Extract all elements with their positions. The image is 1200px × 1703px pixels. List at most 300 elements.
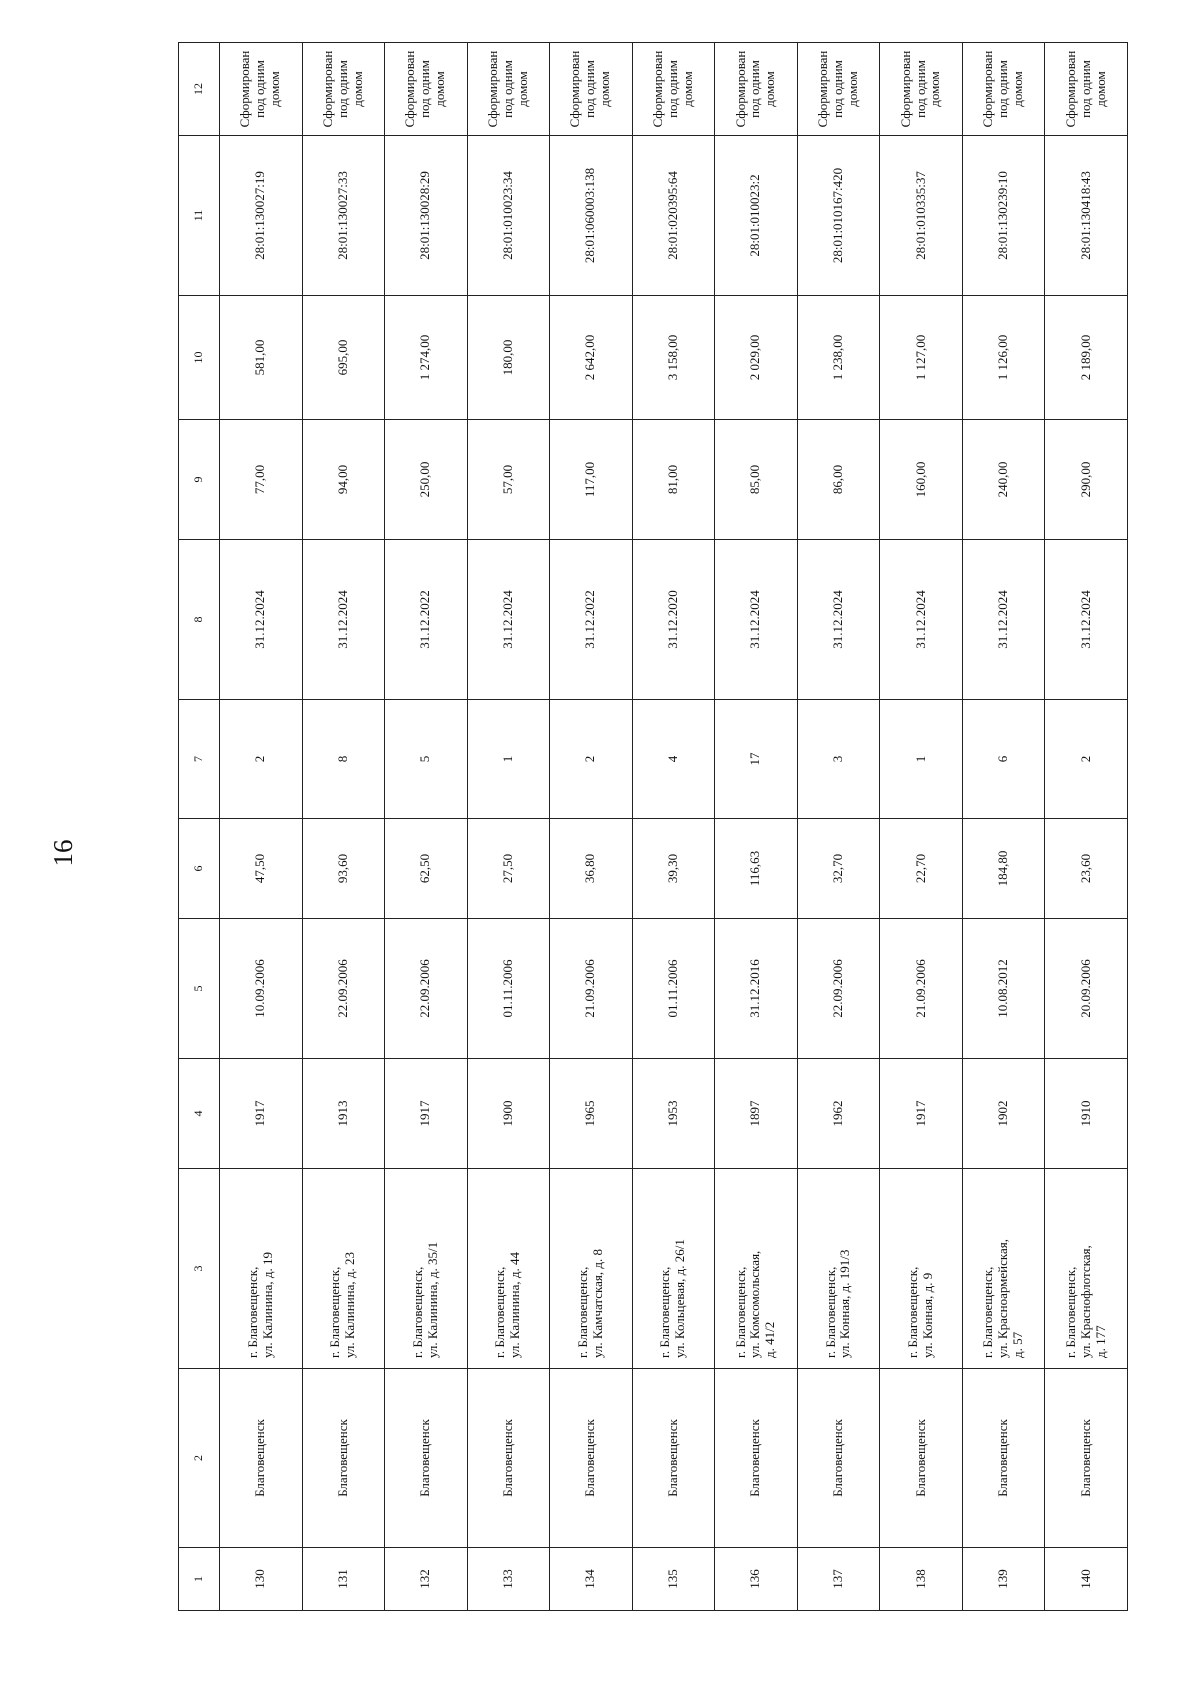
count-line: 3 <box>830 755 846 763</box>
area-line: 93,60 <box>334 853 350 884</box>
built-year-line: 1913 <box>334 1100 350 1127</box>
status-line: под одним <box>830 60 846 118</box>
area-cell <box>880 819 963 919</box>
table-row <box>632 43 715 1611</box>
area-line: 116,63 <box>747 850 763 887</box>
count-line: 1 <box>499 755 515 763</box>
date-line: 01.11.2006 <box>664 959 680 1018</box>
cadastral-number-line: 28:01:060003:138 <box>582 167 598 264</box>
column-header-1: 1 <box>179 1548 220 1611</box>
built-year-line: 1902 <box>995 1100 1011 1127</box>
land-share-line: 81,00 <box>664 464 680 495</box>
date-line: 22.09.2006 <box>334 959 350 1018</box>
land-area-cell <box>632 296 715 420</box>
deadline-date-cell <box>632 540 715 700</box>
city-cell <box>220 1369 303 1548</box>
built-year-line: 1910 <box>1077 1100 1093 1127</box>
deadline-date-line: 31.12.2024 <box>912 590 928 649</box>
area-line: 39,30 <box>664 853 680 884</box>
area-cell <box>715 819 798 919</box>
count-cell <box>797 700 880 819</box>
city-cell <box>1045 1369 1128 1548</box>
area-cell <box>385 819 468 919</box>
status-cell <box>632 43 715 136</box>
built-year-line: 1917 <box>417 1100 433 1127</box>
count-line: 2 <box>582 755 598 763</box>
status-line: под одним <box>995 60 1011 118</box>
table-row <box>715 43 798 1611</box>
land-area-cell <box>962 296 1045 420</box>
land-share-cell <box>220 420 303 540</box>
count-line: 4 <box>664 755 680 763</box>
address-line: г. Благовещенск, <box>822 1266 838 1358</box>
status-cell <box>550 43 633 136</box>
built-year-cell <box>1045 1059 1128 1169</box>
cadastral-number-cell <box>880 136 963 296</box>
row-number-line: 139 <box>995 1569 1011 1589</box>
date-cell <box>715 919 798 1059</box>
land-share-line: 57,00 <box>499 464 515 495</box>
register-table <box>178 42 1128 1611</box>
city-cell <box>797 1369 880 1548</box>
address-line: ул. Калинина, д. 23 <box>342 1252 358 1358</box>
status-line: Сформирован <box>567 50 583 128</box>
row-number-cell <box>1045 1548 1128 1611</box>
row-number-cell <box>550 1548 633 1611</box>
status-line: под одним <box>417 60 433 118</box>
table-row <box>1045 43 1128 1611</box>
deadline-date-line: 31.12.2024 <box>334 590 350 649</box>
date-line: 20.09.2006 <box>1077 959 1093 1018</box>
status-line: домом <box>1092 71 1108 107</box>
status-line: под одним <box>582 60 598 118</box>
count-cell <box>220 700 303 819</box>
date-cell <box>880 919 963 1059</box>
land-area-line: 581,00 <box>252 339 268 376</box>
area-line: 27,50 <box>499 853 515 884</box>
cadastral-number-line: 28:01:130239:10 <box>995 171 1011 260</box>
deadline-date-cell <box>302 540 385 700</box>
address-line: г. Благовещенск, <box>574 1266 590 1358</box>
city-line: Благовещенск <box>582 1419 598 1497</box>
land-area-line: 180,00 <box>499 339 515 376</box>
cadastral-number-line: 28:01:010335:37 <box>912 171 928 260</box>
row-number-cell <box>632 1548 715 1611</box>
area-cell <box>467 819 550 919</box>
table-row <box>385 43 468 1611</box>
city-line: Благовещенск <box>747 1419 763 1497</box>
status-line: под одним <box>252 60 268 118</box>
row-number-line: 138 <box>912 1569 928 1589</box>
address-line: ул. Камчатская, д. 8 <box>589 1249 605 1358</box>
land-share-line: 240,00 <box>995 461 1011 498</box>
cadastral-number-cell <box>550 136 633 296</box>
address-line: г. Благовещенск, <box>980 1266 996 1358</box>
status-line: Сформирован <box>815 50 831 128</box>
address-line: д. 177 <box>1092 1325 1108 1358</box>
area-cell <box>797 819 880 919</box>
date-cell <box>1045 919 1128 1059</box>
row-number-cell <box>385 1548 468 1611</box>
row-number-cell <box>797 1548 880 1611</box>
land-area-line: 3 158,00 <box>664 334 680 381</box>
address-line: г. Благовещенск, <box>657 1266 673 1358</box>
deadline-date-cell <box>467 540 550 700</box>
status-cell <box>467 43 550 136</box>
status-cell <box>880 43 963 136</box>
cadastral-number-cell <box>715 136 798 296</box>
status-cell <box>797 43 880 136</box>
date-line: 10.09.2006 <box>252 959 268 1018</box>
status-line: домом <box>514 71 530 107</box>
date-line: 21.09.2006 <box>582 959 598 1018</box>
count-line: 8 <box>334 755 350 763</box>
address-line: ул. Калинина, д. 19 <box>259 1252 275 1358</box>
address-line: ул. Комсомольская, <box>747 1250 763 1358</box>
status-line: Сформирован <box>237 50 253 128</box>
address-cell <box>1045 1169 1128 1369</box>
area-line: 22,70 <box>912 853 928 884</box>
date-line: 10.08.2012 <box>995 959 1011 1018</box>
date-cell <box>962 919 1045 1059</box>
status-line: домом <box>267 71 283 107</box>
land-area-cell <box>797 296 880 420</box>
column-header-11: 11 <box>179 136 220 296</box>
cadastral-number-line: 28:01:010167:420 <box>830 167 846 264</box>
cadastral-number-line: 28:01:130027:19 <box>252 171 268 260</box>
table-row <box>467 43 550 1611</box>
land-area-cell <box>220 296 303 420</box>
cadastral-number-cell <box>797 136 880 296</box>
cadastral-number-line: 28:01:020395:64 <box>664 171 680 260</box>
land-area-line: 2 189,00 <box>1077 334 1093 381</box>
area-cell <box>302 819 385 919</box>
status-line: под одним <box>499 60 515 118</box>
status-line: Сформирован <box>319 50 335 128</box>
built-year-line: 1917 <box>252 1100 268 1127</box>
address-cell <box>715 1169 798 1369</box>
city-line: Благовещенск <box>499 1419 515 1497</box>
table-row <box>220 43 303 1611</box>
deadline-date-line: 31.12.2024 <box>747 590 763 649</box>
address-cell <box>880 1169 963 1369</box>
area-line: 32,70 <box>830 853 846 884</box>
date-cell <box>797 919 880 1059</box>
status-line: Сформирован <box>980 50 996 128</box>
row-number-cell <box>715 1548 798 1611</box>
cadastral-number-line: 28:01:010023:34 <box>499 171 515 260</box>
cadastral-number-cell <box>220 136 303 296</box>
city-cell <box>550 1369 633 1548</box>
land-share-line: 290,00 <box>1077 461 1093 498</box>
count-line: 2 <box>1077 755 1093 763</box>
status-cell <box>302 43 385 136</box>
deadline-date-cell <box>220 540 303 700</box>
land-share-line: 94,00 <box>334 464 350 495</box>
address-line: ул. Калинина, д. 44 <box>507 1252 523 1358</box>
built-year-cell <box>880 1059 963 1169</box>
count-line: 2 <box>252 755 268 763</box>
status-line: под одним <box>334 60 350 118</box>
status-line: домом <box>597 71 613 107</box>
status-line: под одним <box>912 60 928 118</box>
land-share-cell <box>962 420 1045 540</box>
cadastral-number-cell <box>962 136 1045 296</box>
table-row <box>302 43 385 1611</box>
deadline-date-line: 31.12.2024 <box>499 590 515 649</box>
status-line: Сформирован <box>897 50 913 128</box>
count-line: 6 <box>995 755 1011 763</box>
status-line: под одним <box>1077 60 1093 118</box>
table-row <box>962 43 1045 1611</box>
count-cell <box>715 700 798 819</box>
land-area-line: 2 642,00 <box>582 334 598 381</box>
land-area-cell <box>550 296 633 420</box>
land-share-cell <box>632 420 715 540</box>
date-line: 31.12.2016 <box>747 959 763 1018</box>
count-line: 17 <box>747 752 763 766</box>
address-line: г. Благовещенск, <box>492 1266 508 1358</box>
city-cell <box>467 1369 550 1548</box>
address-cell <box>385 1169 468 1369</box>
row-number-line: 134 <box>582 1569 598 1589</box>
land-share-cell <box>385 420 468 540</box>
land-area-line: 2 029,00 <box>747 334 763 381</box>
address-line: ул. Конная, д. 9 <box>920 1272 936 1358</box>
status-line: Сформирован <box>484 50 500 128</box>
city-cell <box>385 1369 468 1548</box>
row-number-line: 135 <box>664 1569 680 1589</box>
deadline-date-line: 31.12.2024 <box>252 590 268 649</box>
deadline-date-cell <box>797 540 880 700</box>
city-line: Благовещенск <box>252 1419 268 1497</box>
city-line: Благовещенск <box>830 1419 846 1497</box>
count-line: 5 <box>417 755 433 763</box>
area-cell <box>550 819 633 919</box>
deadline-date-line: 31.12.2022 <box>417 590 433 649</box>
status-line: Сформирован <box>402 50 418 128</box>
status-line: под одним <box>747 60 763 118</box>
count-cell <box>632 700 715 819</box>
deadline-date-line: 31.12.2020 <box>664 590 680 649</box>
city-cell <box>715 1369 798 1548</box>
table-row <box>880 43 963 1611</box>
row-number-cell <box>467 1548 550 1611</box>
status-cell <box>962 43 1045 136</box>
city-cell <box>302 1369 385 1548</box>
cadastral-number-cell <box>632 136 715 296</box>
status-line: домом <box>927 71 943 107</box>
land-area-line: 1 274,00 <box>417 334 433 381</box>
cadastral-number-cell <box>1045 136 1128 296</box>
city-line: Благовещенск <box>664 1419 680 1497</box>
column-header-8: 8 <box>179 540 220 700</box>
date-line: 01.11.2006 <box>499 959 515 1018</box>
date-line: 21.09.2006 <box>912 959 928 1018</box>
built-year-cell <box>632 1059 715 1169</box>
count-cell <box>550 700 633 819</box>
land-share-cell <box>880 420 963 540</box>
date-cell <box>467 919 550 1059</box>
column-header-7: 7 <box>179 700 220 819</box>
cadastral-number-line: 28:01:130027:33 <box>334 171 350 260</box>
built-year-cell <box>550 1059 633 1169</box>
column-header-9: 9 <box>179 420 220 540</box>
row-number-line: 131 <box>334 1569 350 1589</box>
cadastral-number-line: 28:01:010023:2 <box>747 174 763 257</box>
row-number-line: 137 <box>830 1569 846 1589</box>
address-line: г. Благовещенск, <box>244 1266 260 1358</box>
status-line: Сформирован <box>1062 50 1078 128</box>
status-line: домом <box>432 71 448 107</box>
land-share-line: 77,00 <box>252 464 268 495</box>
count-line: 1 <box>912 755 928 763</box>
address-line: г. Благовещенск, <box>732 1266 748 1358</box>
row-number-line: 130 <box>252 1569 268 1589</box>
land-area-line: 1 127,00 <box>912 334 928 381</box>
page-number: 16 <box>47 839 78 867</box>
column-header-6: 6 <box>179 819 220 919</box>
area-cell <box>220 819 303 919</box>
address-line: д. 57 <box>1010 1331 1026 1358</box>
address-cell <box>797 1169 880 1369</box>
built-year-line: 1962 <box>830 1100 846 1127</box>
cadastral-number-cell <box>302 136 385 296</box>
built-year-cell <box>302 1059 385 1169</box>
land-area-line: 695,00 <box>334 339 350 376</box>
area-line: 62,50 <box>417 853 433 884</box>
city-line: Благовещенск <box>912 1419 928 1497</box>
date-cell <box>220 919 303 1059</box>
area-cell <box>962 819 1045 919</box>
land-area-cell <box>715 296 798 420</box>
address-cell <box>302 1169 385 1369</box>
date-cell <box>550 919 633 1059</box>
city-cell <box>632 1369 715 1548</box>
built-year-line: 1900 <box>499 1100 515 1127</box>
land-share-line: 160,00 <box>912 461 928 498</box>
row-number-cell <box>962 1548 1045 1611</box>
row-number-cell <box>302 1548 385 1611</box>
deadline-date-line: 31.12.2024 <box>1077 590 1093 649</box>
status-cell <box>715 43 798 136</box>
built-year-cell <box>220 1059 303 1169</box>
date-cell <box>302 919 385 1059</box>
date-line: 22.09.2006 <box>830 959 846 1018</box>
area-line: 184,80 <box>995 850 1011 887</box>
row-number-cell <box>220 1548 303 1611</box>
count-cell <box>880 700 963 819</box>
land-share-cell <box>715 420 798 540</box>
land-share-line: 117,00 <box>582 461 598 498</box>
deadline-date-cell <box>550 540 633 700</box>
address-line: г. Благовещенск, <box>905 1266 921 1358</box>
deadline-date-cell <box>385 540 468 700</box>
address-line: ул. Краснофлотская, <box>1077 1245 1093 1358</box>
land-area-cell <box>385 296 468 420</box>
status-cell <box>1045 43 1128 136</box>
built-year-line: 1965 <box>582 1100 598 1127</box>
land-area-cell <box>880 296 963 420</box>
status-line: домом <box>762 71 778 107</box>
address-line: ул. Кольцевая, д. 26/1 <box>672 1239 688 1358</box>
city-cell <box>962 1369 1045 1548</box>
count-cell <box>302 700 385 819</box>
count-cell <box>467 700 550 819</box>
built-year-cell <box>385 1059 468 1169</box>
count-cell <box>962 700 1045 819</box>
row-number-line: 140 <box>1077 1569 1093 1589</box>
built-year-line: 1897 <box>747 1100 763 1127</box>
date-cell <box>385 919 468 1059</box>
column-header-4: 4 <box>179 1059 220 1169</box>
land-area-line: 1 238,00 <box>830 334 846 381</box>
deadline-date-line: 31.12.2022 <box>582 590 598 649</box>
rotated-table-container <box>178 43 1128 1611</box>
land-area-cell <box>467 296 550 420</box>
cadastral-number-line: 28:01:130418:43 <box>1077 171 1093 260</box>
address-cell <box>632 1169 715 1369</box>
built-year-cell <box>467 1059 550 1169</box>
land-share-cell <box>467 420 550 540</box>
status-line: домом <box>844 71 860 107</box>
status-cell <box>220 43 303 136</box>
area-cell <box>632 819 715 919</box>
address-line: г. Благовещенск, <box>409 1266 425 1358</box>
header-row <box>179 43 220 1611</box>
address-cell <box>467 1169 550 1369</box>
land-area-cell <box>1045 296 1128 420</box>
status-line: Сформирован <box>650 50 666 128</box>
land-area-cell <box>302 296 385 420</box>
status-line: домом <box>679 71 695 107</box>
land-share-cell <box>1045 420 1128 540</box>
address-line: ул. Конная, д. 191/3 <box>837 1249 853 1358</box>
address-cell <box>962 1169 1045 1369</box>
deadline-date-line: 31.12.2024 <box>995 590 1011 649</box>
row-number-line: 136 <box>747 1569 763 1589</box>
built-year-cell <box>715 1059 798 1169</box>
land-share-cell <box>550 420 633 540</box>
date-line: 22.09.2006 <box>417 959 433 1018</box>
land-area-line: 1 126,00 <box>995 334 1011 381</box>
address-line: д. 41/2 <box>762 1321 778 1358</box>
land-share-cell <box>797 420 880 540</box>
area-line: 23,60 <box>1077 853 1093 884</box>
row-number-line: 133 <box>499 1569 515 1589</box>
deadline-date-cell <box>1045 540 1128 700</box>
address-line: ул. Калинина, д. 35/1 <box>424 1241 440 1358</box>
address-cell <box>220 1169 303 1369</box>
status-cell <box>385 43 468 136</box>
status-line: Сформирован <box>732 50 748 128</box>
land-share-line: 250,00 <box>417 461 433 498</box>
built-year-line: 1917 <box>912 1100 928 1127</box>
city-line: Благовещенск <box>417 1419 433 1497</box>
built-year-cell <box>797 1059 880 1169</box>
column-header-2: 2 <box>179 1369 220 1548</box>
cadastral-number-line: 28:01:130028:29 <box>417 171 433 260</box>
cadastral-number-cell <box>385 136 468 296</box>
column-header-3: 3 <box>179 1169 220 1369</box>
address-line: ул. Красноармейская, <box>995 1239 1011 1358</box>
area-line: 47,50 <box>252 853 268 884</box>
deadline-date-cell <box>880 540 963 700</box>
deadline-date-cell <box>715 540 798 700</box>
status-line: домом <box>1010 71 1026 107</box>
built-year-line: 1953 <box>664 1100 680 1127</box>
city-line: Благовещенск <box>334 1419 350 1497</box>
